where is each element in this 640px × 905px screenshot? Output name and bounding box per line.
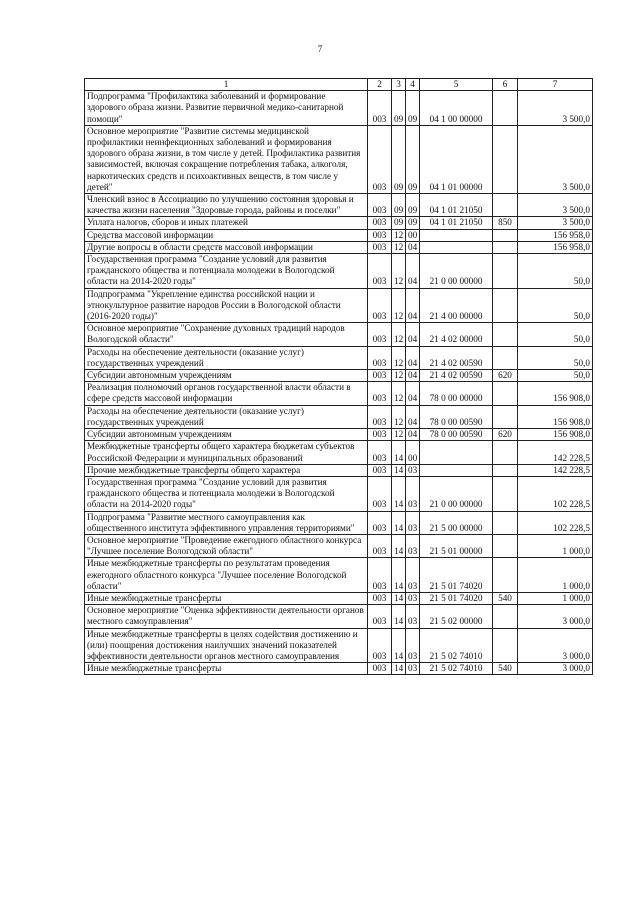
row-expense-type (493, 628, 518, 663)
row-admin-code: 003 (368, 254, 392, 289)
header-col-6: 6 (493, 79, 518, 91)
row-section-code: 12 (392, 241, 406, 253)
row-name: Иные межбюджетные трансферты (85, 663, 368, 675)
row-name: Государственная программа "Создание условий для развития гражданского общества и потенциала молодежи в Вологодской области на 2014-2020 годы" (85, 476, 368, 511)
table-body (85, 91, 593, 675)
row-amount: 3 500,0 (518, 194, 593, 217)
row-name: Субсидии автономным учреждениям (85, 370, 368, 382)
row-admin-code: 003 (368, 592, 392, 604)
row-subsection-code: 03 (406, 464, 420, 476)
row-section-code: 09 (392, 217, 406, 229)
table-row (85, 558, 593, 593)
row-admin-code: 003 (368, 511, 392, 534)
row-amount: 102 228,5 (518, 476, 593, 511)
row-amount: 50,0 (518, 346, 593, 369)
row-admin-code: 003 (368, 288, 392, 323)
table-row (85, 464, 593, 476)
row-section-code: 12 (392, 323, 406, 346)
row-section-code: 12 (392, 254, 406, 289)
table-row (85, 125, 593, 193)
row-subsection-code: 04 (406, 323, 420, 346)
row-name: Другие вопросы в области средств массовой информации (85, 241, 368, 253)
row-subsection-code: 09 (406, 125, 420, 193)
row-name: Прочие межбюджетные трансферты общего характера (85, 464, 368, 476)
row-subsection-code: 03 (406, 476, 420, 511)
row-subsection-code: 03 (406, 605, 420, 628)
row-target-article: 21 5 02 00000 (420, 605, 493, 628)
row-section-code: 14 (392, 441, 406, 464)
row-name: Субсидии автономным учреждениям (85, 429, 368, 441)
row-target-article: 78 0 00 00590 (420, 429, 493, 441)
row-target-article: 04 1 01 21050 (420, 217, 493, 229)
table-row (85, 628, 593, 663)
row-subsection-code: 09 (406, 91, 420, 126)
row-amount: 142 228,5 (518, 464, 593, 476)
row-target-article: 04 1 01 21050 (420, 194, 493, 217)
table-row (85, 217, 593, 229)
header-col-3: 3 (392, 79, 406, 91)
row-expense-type (493, 91, 518, 126)
row-admin-code: 003 (368, 663, 392, 675)
row-name: Иные межбюджетные трансферты в целях содействия достижению и (или) поощрения достижения наилучших значений показателей эффективности деятельности органов местного самоуправления (85, 628, 368, 663)
row-subsection-code: 09 (406, 194, 420, 217)
row-section-code: 12 (392, 288, 406, 323)
header-col-5: 5 (420, 79, 493, 91)
row-target-article (420, 241, 493, 253)
row-expense-type (493, 476, 518, 511)
row-amount: 156 958,0 (518, 241, 593, 253)
row-target-article: 78 0 00 00590 (420, 405, 493, 428)
row-amount: 156 908,0 (518, 429, 593, 441)
table-row (85, 323, 593, 346)
row-expense-type (493, 534, 518, 557)
row-target-article: 21 5 02 74010 (420, 663, 493, 675)
page-number: 7 (317, 44, 323, 54)
row-section-code: 14 (392, 534, 406, 557)
table-row (85, 254, 593, 289)
row-amount: 102 228,5 (518, 511, 593, 534)
row-target-article: 21 5 01 74020 (420, 592, 493, 604)
row-amount: 1 000,0 (518, 558, 593, 593)
row-section-code: 14 (392, 464, 406, 476)
row-section-code: 14 (392, 605, 406, 628)
row-subsection-code: 03 (406, 663, 420, 675)
row-subsection-code: 04 (406, 405, 420, 428)
row-name: Подпрограмма "Развитие местного самоуправления как общественного института эффективного управления территориями" (85, 511, 368, 534)
row-subsection-code: 00 (406, 229, 420, 241)
row-admin-code: 003 (368, 323, 392, 346)
header-col-1: 1 (85, 79, 368, 91)
row-subsection-code: 04 (406, 346, 420, 369)
row-amount: 156 908,0 (518, 405, 593, 428)
row-expense-type: 540 (493, 592, 518, 604)
row-expense-type (493, 558, 518, 593)
row-expense-type (493, 125, 518, 193)
row-section-code: 14 (392, 558, 406, 593)
row-target-article: 21 5 01 00000 (420, 534, 493, 557)
row-target-article: 21 4 02 00590 (420, 346, 493, 369)
row-subsection-code: 03 (406, 558, 420, 593)
row-name: Иные межбюджетные трансферты (85, 592, 368, 604)
row-name: Расходы на обеспечение деятельности (оказание услуг) государственных учреждений (85, 346, 368, 369)
row-expense-type (493, 405, 518, 428)
row-expense-type (493, 441, 518, 464)
row-name: Межбюджетные трансферты общего характера бюджетам субъектов Российской Федерации и муниципальных образований (85, 441, 368, 464)
row-admin-code: 003 (368, 628, 392, 663)
row-amount: 3 000,0 (518, 605, 593, 628)
row-section-code: 14 (392, 476, 406, 511)
row-target-article (420, 229, 493, 241)
table-row (85, 605, 593, 628)
row-expense-type: 620 (493, 429, 518, 441)
row-amount: 1 000,0 (518, 534, 593, 557)
row-target-article: 21 4 02 00000 (420, 323, 493, 346)
table-row (85, 511, 593, 534)
header-col-4: 4 (406, 79, 420, 91)
row-name: Основное мероприятие "Сохранение духовных традиций народов Вологодской области" (85, 323, 368, 346)
row-expense-type (493, 229, 518, 241)
header-col-7: 7 (518, 79, 593, 91)
row-admin-code: 003 (368, 605, 392, 628)
row-name: Основное мероприятие "Проведение ежегодного областного конкурса "Лучшее поселение Вологодской области" (85, 534, 368, 557)
row-admin-code: 003 (368, 194, 392, 217)
row-subsection-code: 03 (406, 628, 420, 663)
row-target-article: 21 4 02 00590 (420, 370, 493, 382)
row-admin-code: 003 (368, 405, 392, 428)
row-expense-type (493, 346, 518, 369)
row-section-code: 14 (392, 663, 406, 675)
row-admin-code: 003 (368, 241, 392, 253)
table-row (85, 592, 593, 604)
row-target-article: 21 4 00 00000 (420, 288, 493, 323)
row-name: Подпрограмма "Укрепление единства российской нации и этнокультурное развитие народов России в Вологодской области (2016-2020 годы)" (85, 288, 368, 323)
row-expense-type (493, 382, 518, 405)
row-admin-code: 003 (368, 370, 392, 382)
table-row (85, 288, 593, 323)
row-expense-type (493, 194, 518, 217)
row-name: Реализация полномочий органов государственной власти области в сфере средств массовой информации (85, 382, 368, 405)
row-target-article (420, 464, 493, 476)
budget-table (84, 78, 593, 675)
table-row (85, 429, 593, 441)
table-row (85, 194, 593, 217)
row-name: Уплата налогов, сборов и иных платежей (85, 217, 368, 229)
row-amount: 1 000,0 (518, 592, 593, 604)
row-expense-type: 850 (493, 217, 518, 229)
row-amount: 3 500,0 (518, 91, 593, 126)
row-name: Расходы на обеспечение деятельности (оказание услуг) государственных учреждений (85, 405, 368, 428)
row-amount: 50,0 (518, 370, 593, 382)
row-target-article: 21 0 00 00000 (420, 254, 493, 289)
row-amount: 142 228,5 (518, 441, 593, 464)
row-amount: 3 000,0 (518, 628, 593, 663)
row-subsection-code: 04 (406, 288, 420, 323)
row-admin-code: 003 (368, 429, 392, 441)
table-row (85, 241, 593, 253)
row-admin-code: 003 (368, 382, 392, 405)
row-section-code: 09 (392, 91, 406, 126)
table-row (85, 405, 593, 428)
row-expense-type (493, 605, 518, 628)
row-target-article: 04 1 00 00000 (420, 91, 493, 126)
row-name: Государственная программа "Создание условий для развития гражданского общества и потенциала молодежи в Вологодской области на 2014-2020 годы" (85, 254, 368, 289)
row-admin-code: 003 (368, 229, 392, 241)
row-subsection-code: 00 (406, 441, 420, 464)
row-section-code: 12 (392, 382, 406, 405)
row-section-code: 12 (392, 405, 406, 428)
row-admin-code: 003 (368, 558, 392, 593)
row-expense-type (493, 464, 518, 476)
table-row (85, 346, 593, 369)
table-row (85, 382, 593, 405)
row-admin-code: 003 (368, 217, 392, 229)
table-row (85, 663, 593, 675)
row-section-code: 12 (392, 429, 406, 441)
row-name: Подпрограмма "Профилактика заболеваний и формирование здорового образа жизни. Развитие первичной медико-санитарной помощи" (85, 91, 368, 126)
row-section-code: 09 (392, 194, 406, 217)
table-row (85, 91, 593, 126)
table-row (85, 476, 593, 511)
row-section-code: 12 (392, 346, 406, 369)
row-target-article: 21 5 02 74010 (420, 628, 493, 663)
row-subsection-code: 03 (406, 511, 420, 534)
row-expense-type (493, 511, 518, 534)
row-admin-code: 003 (368, 91, 392, 126)
row-section-code: 14 (392, 511, 406, 534)
row-target-article (420, 441, 493, 464)
row-admin-code: 003 (368, 346, 392, 369)
row-target-article: 04 1 01 00000 (420, 125, 493, 193)
row-expense-type (493, 288, 518, 323)
row-name: Основное мероприятие "Развитие системы медицинской профилактики неинфекционных заболеваний и формирования здорового образа жизни, в том числе у детей. Профилактика развития зависимостей, включая сокращение потребления табака, алкоголя, наркотических средств и психоактивных веществ, в том числе у детей" (85, 125, 368, 193)
row-subsection-code: 03 (406, 534, 420, 557)
row-expense-type: 620 (493, 370, 518, 382)
row-expense-type (493, 323, 518, 346)
header-row (85, 79, 593, 91)
row-name: Иные межбюджетные трансферты по результатам проведения ежегодного областного конкурса "Лучшее поселение Вологодской области" (85, 558, 368, 593)
row-amount: 3 500,0 (518, 217, 593, 229)
row-amount: 50,0 (518, 254, 593, 289)
table-row (85, 229, 593, 241)
row-subsection-code: 03 (406, 592, 420, 604)
row-amount: 156 958,0 (518, 229, 593, 241)
row-subsection-code: 04 (406, 241, 420, 253)
row-section-code: 12 (392, 229, 406, 241)
row-admin-code: 003 (368, 125, 392, 193)
row-admin-code: 003 (368, 464, 392, 476)
row-expense-type: 540 (493, 663, 518, 675)
row-name: Членский взнос в Ассоциацию по улучшению состояния здоровья и качества жизни населения "Здоровые города, районы и поселки" (85, 194, 368, 217)
row-amount: 3 500,0 (518, 125, 593, 193)
row-subsection-code: 09 (406, 217, 420, 229)
row-name: Средства массовой информации (85, 229, 368, 241)
table-row (85, 441, 593, 464)
row-target-article: 78 0 00 00000 (420, 382, 493, 405)
row-section-code: 14 (392, 592, 406, 604)
row-subsection-code: 04 (406, 254, 420, 289)
row-admin-code: 003 (368, 534, 392, 557)
table-row (85, 370, 593, 382)
row-amount: 3 000,0 (518, 663, 593, 675)
table-header (85, 79, 593, 91)
row-expense-type (493, 254, 518, 289)
row-subsection-code: 04 (406, 370, 420, 382)
row-target-article: 21 0 00 00000 (420, 476, 493, 511)
row-subsection-code: 04 (406, 429, 420, 441)
row-target-article: 21 5 00 00000 (420, 511, 493, 534)
row-section-code: 14 (392, 628, 406, 663)
row-amount: 50,0 (518, 288, 593, 323)
row-admin-code: 003 (368, 476, 392, 511)
row-subsection-code: 04 (406, 382, 420, 405)
row-section-code: 09 (392, 125, 406, 193)
row-name: Основное мероприятие "Оценка эффективности деятельности органов местного самоуправления" (85, 605, 368, 628)
row-amount: 156 908,0 (518, 382, 593, 405)
row-section-code: 12 (392, 370, 406, 382)
row-admin-code: 003 (368, 441, 392, 464)
row-target-article: 21 5 01 74020 (420, 558, 493, 593)
table-row (85, 534, 593, 557)
header-col-2: 2 (368, 79, 392, 91)
row-expense-type (493, 241, 518, 253)
row-amount: 50,0 (518, 323, 593, 346)
